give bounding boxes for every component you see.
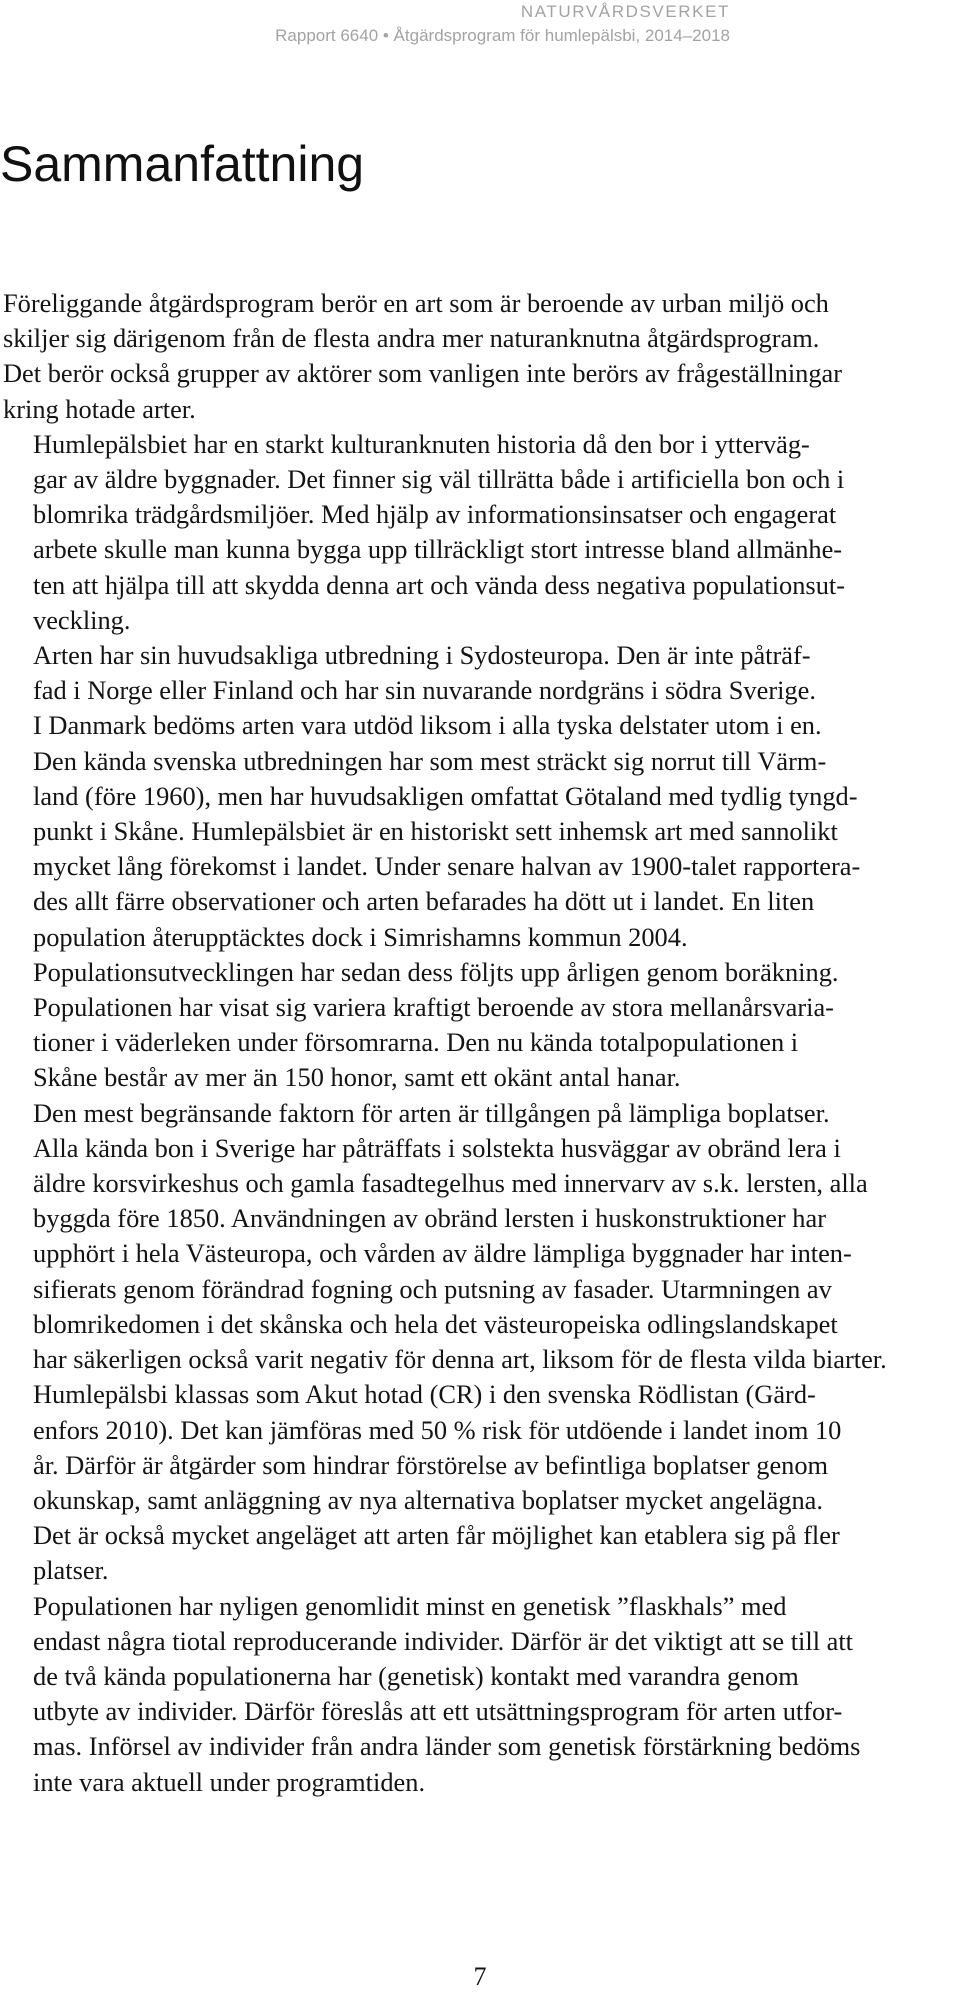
summary-body	[3, 286, 958, 1800]
page-title: Sammanfattning	[0, 136, 365, 192]
summary-paragraph	[3, 1589, 958, 1800]
summary-paragraph	[3, 638, 958, 955]
text-line: de två kända populationerna har (genetisk) kontakt med varandra genom	[33, 1660, 799, 1691]
text-line: tioner i väderleken under försomrarna. Den nu kända totalpopulationen i	[33, 1027, 799, 1058]
text-line: Det berör också grupper av aktörer som vanligen inte berörs av frågeställningar	[3, 358, 843, 389]
text-line: enfors 2010). Det kan jämföras med 50 % risk för utdöende i landet inom 10	[33, 1414, 842, 1445]
text-line: mycket lång förekomst i landet. Under senare halvan av 1900-talet rapportera-	[33, 851, 861, 882]
text-line: sifierats genom förändrad fogning och putsning av fasader. Utarmningen av	[33, 1273, 832, 1304]
text-line: Föreliggande åtgärdsprogram berör en art som är beroende av urban miljö och	[3, 288, 829, 318]
text-line: mas. Införsel av individer från andra länder som genetisk förstärkning bedöms	[33, 1731, 861, 1762]
text-line: veckling.	[33, 604, 131, 635]
text-line: år. Därför är åtgärder som hindrar förstörelse av befintliga boplatser genom	[33, 1449, 829, 1480]
text-line: kring hotade arter.	[3, 393, 196, 424]
text-line: Alla kända bon i Sverige har påträffats i solstekta husväggar av obränd lera i	[33, 1132, 841, 1163]
text-line: fad i Norge eller Finland och har sin nuvarande nordgräns i södra Sverige.	[33, 675, 816, 706]
text-line: Den mest begränsande faktorn för arten är tillgången på lämpliga boplatser.	[33, 1097, 830, 1128]
agency-name: NATURVÅRDSVERKET	[520, 2, 730, 21]
text-line: Den kända svenska utbredningen har som mest sträckt sig norrut till Värm-	[33, 745, 827, 776]
summary-paragraph	[3, 1377, 958, 1588]
text-line: land (före 1960), men har huvudsakligen omfattat Götaland med tydlig tyngd-	[33, 780, 858, 811]
text-line: I Danmark bedöms arten vara utdöd liksom i alla tyska delstater utom i en.	[33, 710, 822, 741]
text-line: population återupptäcktes dock i Simrishamns kommun 2004.	[33, 921, 688, 952]
text-line: blomrika trädgårdsmiljöer. Med hjälp av informationsinsatser och engagerat	[33, 499, 837, 530]
text-line: Populationen har visat sig variera kraftigt beroende av stora mellanårsvaria-	[33, 992, 834, 1023]
text-line: punkt i Skåne. Humlepälsbiet är en historiskt sett inhemsk art med sannolikt	[33, 816, 838, 847]
summary-paragraph	[3, 427, 958, 638]
text-line: des allt färre observationer och arten befarades ha dött ut i landet. En liten	[33, 886, 815, 917]
report-title: Rapport 6640 • Åtgärdsprogram för humlepälsbi, 2014–2018	[275, 26, 730, 45]
text-line: skiljer sig därigenom från de flesta andra mer naturanknutna åtgärdsprogram.	[3, 323, 820, 354]
text-line: Skåne består av mer än 150 honor, samt ett okänt antal hanar.	[33, 1062, 681, 1093]
text-line: okunskap, samt anläggning av nya alternativa boplatser mycket angelägna.	[33, 1484, 823, 1515]
text-line: Det är också mycket angeläget att arten får möjlighet kan etablera sig på fler	[33, 1520, 840, 1551]
text-line: Populationsutvecklingen har sedan dess följts upp årligen genom boräkning.	[33, 956, 839, 987]
text-line: byggda före 1850. Användningen av obränd lersten i huskonstruktioner har	[33, 1203, 827, 1234]
text-line: Humlepälsbi klassas som Akut hotad (CR) i den svenska Rödlistan (Gärd-	[33, 1379, 816, 1410]
running-header	[275, 0, 730, 47]
text-line: arbete skulle man kunna bygga upp tillräckligt stort intresse bland allmänhe-	[33, 534, 843, 565]
page-number: 7	[473, 1962, 487, 1991]
text-line: Populationen har nyligen genomlidit minst en genetisk ”flaskhals” med	[33, 1590, 787, 1621]
text-line: gar av äldre byggnader. Det finner sig väl tillrätta både i artificiella bon och i	[33, 464, 845, 495]
text-line: upphört i hela Västeuropa, och vården av äldre lämpliga byggnader har inten-	[33, 1238, 852, 1269]
text-line: äldre korsvirkeshus och gamla fasadtegelhus med innervarv av s.k. lersten, alla	[33, 1168, 868, 1199]
text-line: har säkerligen också varit negativ för denna art, liksom för de flesta vilda biarter.	[33, 1344, 887, 1375]
text-line: inte vara aktuell under programtiden.	[33, 1766, 426, 1797]
text-line: platser.	[33, 1555, 109, 1586]
text-line: utbyte av individer. Därför föreslås att ett utsättningsprogram för arten utfor-	[33, 1696, 843, 1727]
summary-paragraph	[3, 955, 958, 1096]
summary-paragraph	[3, 1096, 958, 1378]
text-line: Humlepälsbiet har en starkt kulturanknuten historia då den bor i ytterväg-	[33, 428, 810, 459]
text-line: endast några tiotal reproducerande individer. Därför är det viktigt att se till att	[33, 1625, 854, 1656]
text-line: ten att hjälpa till att skydda denna art och vända dess negativa populationsut-	[33, 569, 846, 600]
summary-paragraph	[3, 286, 958, 427]
text-line: blomrikedomen i det skånska och hela det västeuropeiska odlingslandskapet	[33, 1308, 838, 1339]
text-line: Arten har sin huvudsakliga utbredning i Sydosteuropa. Den är inte påträf-	[33, 640, 811, 671]
